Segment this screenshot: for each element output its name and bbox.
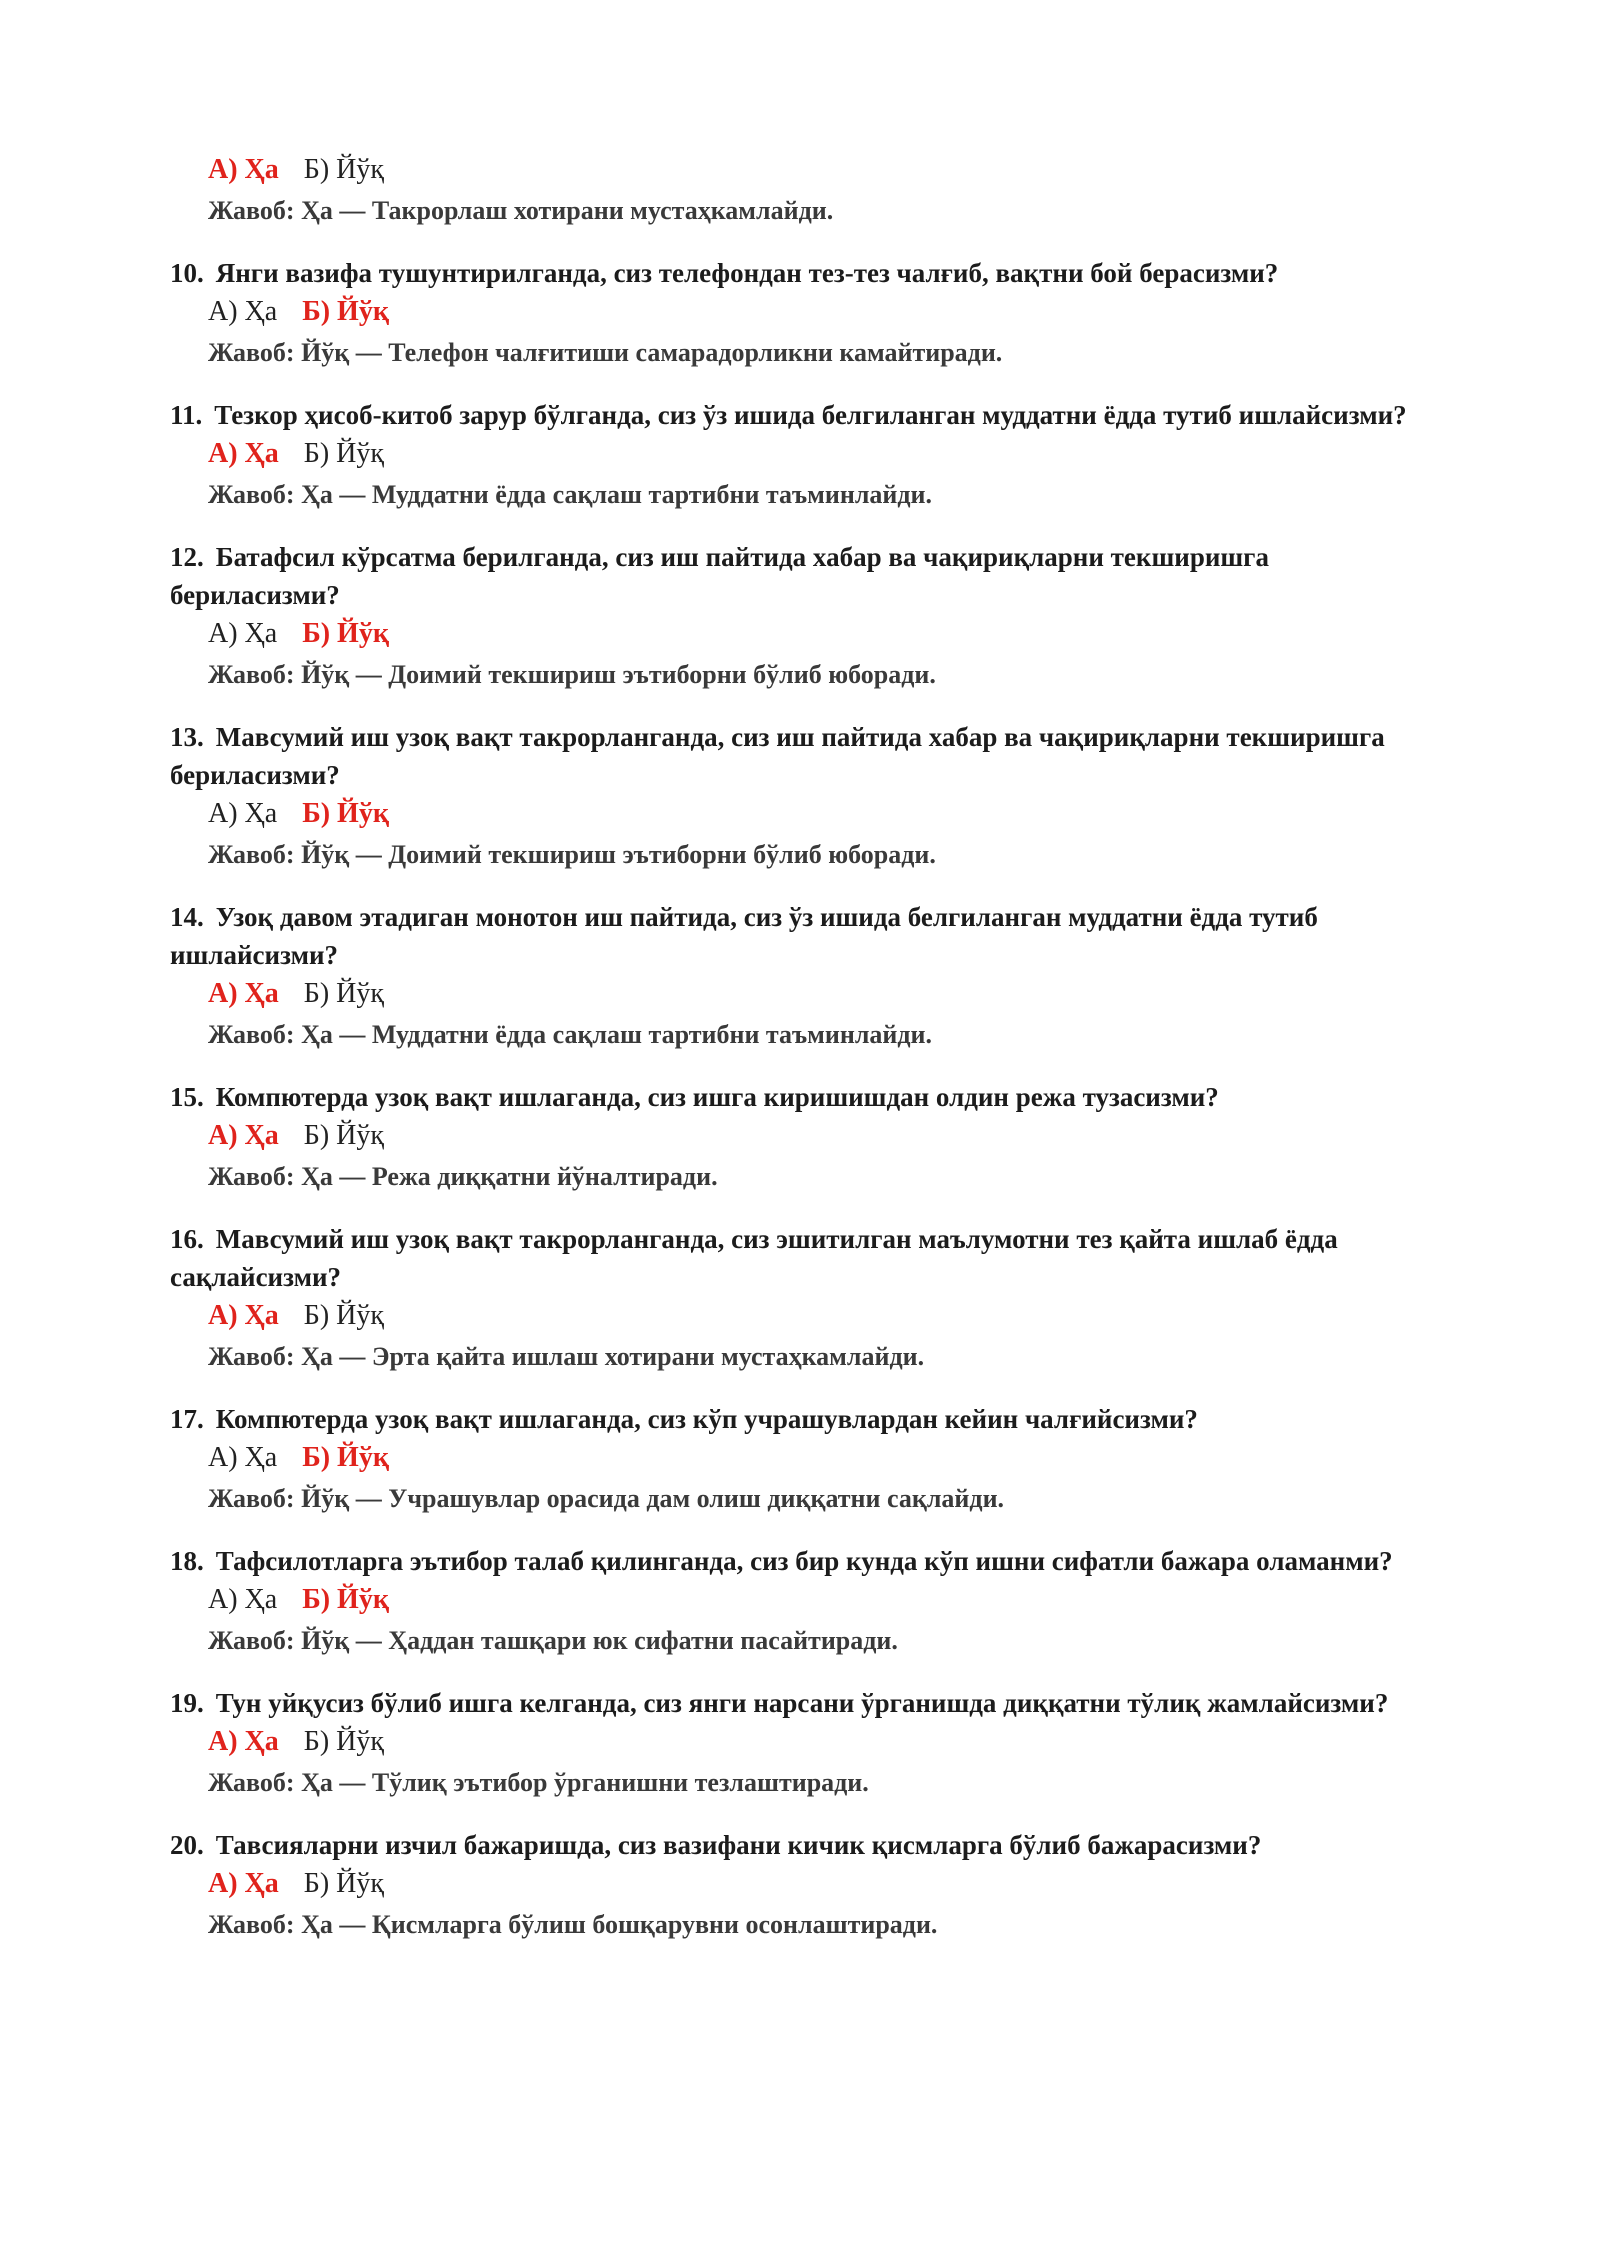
answer-options — [170, 1438, 1410, 1478]
question-number: 15. — [170, 1082, 204, 1112]
option-a: А) Ҳа — [208, 1584, 278, 1615]
question-12 — [170, 538, 1410, 696]
answer-options — [170, 292, 1410, 332]
answer-options — [170, 614, 1410, 654]
answer-options — [170, 794, 1410, 834]
question-13 — [170, 718, 1410, 876]
option-b: Б) Йўқ — [302, 296, 389, 327]
answer-explanation: Жавоб: Ҳа — Муддатни ёдда сақлаш тартибни таъминлайди. — [208, 480, 933, 509]
question-text-block — [170, 254, 1410, 292]
question-text: Компютерда узоқ вақт ишлаганда, сиз кўп учрашувлардан кейин чалғийсизми? — [215, 1404, 1198, 1434]
answer-explanation: Жавоб: Йўқ — Доимий текшириш эътиборни бўлиб юборади. — [208, 840, 936, 869]
answer-explanation: Жавоб: Йўқ — Ҳаддан ташқари юк сифатни пасайтиради. — [208, 1626, 898, 1655]
question-text: Янги вазифа тушунтирилганда, сиз телефондан тез-тез чалғиб, вақтни бой берасизми? — [215, 258, 1279, 288]
question-text-block — [170, 718, 1410, 794]
question-text-block — [170, 898, 1410, 974]
answer-explanation: Жавоб: Йўқ — Телефон чалғитиши самарадорликни камайтиради. — [208, 338, 1003, 367]
question-number: 13. — [170, 722, 204, 752]
option-b: Б) Йўқ — [303, 1868, 384, 1899]
question-10 — [170, 254, 1410, 374]
option-b: Б) Йўқ — [302, 1442, 389, 1473]
option-b: Б) Йўқ — [303, 1300, 384, 1331]
question-text-block — [170, 538, 1410, 614]
question-text: Компютерда узоқ вақт ишлаганда, сиз ишга киришишдан олдин режа тузасизми? — [215, 1082, 1219, 1112]
question-text-block — [170, 1220, 1410, 1296]
option-a: А) Ҳа — [208, 618, 278, 649]
answer-explanation: Жавоб: Ҳа — Тўлиқ эътибор ўрганишни тезлаштиради. — [208, 1768, 869, 1797]
question-text-block — [170, 1542, 1410, 1580]
question-number: 19. — [170, 1688, 204, 1718]
question-19 — [170, 1684, 1410, 1804]
answer-options — [170, 1296, 1410, 1336]
question-number: 12. — [170, 542, 204, 572]
question-18 — [170, 1542, 1410, 1662]
question-text: Тезкор ҳисоб-китоб зарур бўлганда, сиз ўз ишида белгиланган муддатни ёдда тутиб ишлайсизми? — [214, 400, 1407, 430]
option-b: Б) Йўқ — [303, 1120, 384, 1151]
answer-options — [170, 434, 1410, 474]
question-11 — [170, 396, 1410, 516]
question-15 — [170, 1078, 1410, 1198]
question-list — [170, 254, 1410, 1946]
answer-options — [170, 1580, 1410, 1620]
option-b: Б) Йўқ — [303, 154, 384, 185]
question-number: 16. — [170, 1224, 204, 1254]
answer-options — [170, 150, 1410, 190]
quiz-page — [170, 150, 1410, 1968]
option-a: А) Ҳа — [208, 1726, 279, 1757]
question-number: 10. — [170, 258, 204, 288]
option-b: Б) Йўқ — [303, 1726, 384, 1757]
answer-explanation: Жавоб: Ҳа — Эрта қайта ишлаш хотирани мустаҳкамлайди. — [208, 1342, 925, 1371]
question-14 — [170, 898, 1410, 1056]
question-text: Батафсил кўрсатма берилганда, сиз иш пайтида хабар ва чақириқларни текширишга бериласизми? — [170, 542, 1269, 610]
question-text: Тафсилотларга эътибор талаб қилинганда, сиз бир кунда кўп ишни сифатли бажара оламанми? — [215, 1546, 1393, 1576]
option-a: А) Ҳа — [208, 978, 279, 1009]
answer-explanation: Жавоб: Йўқ — Доимий текшириш эътиборни бўлиб юборади. — [208, 660, 936, 689]
option-a: А) Ҳа — [208, 1868, 279, 1899]
question-number: 20. — [170, 1830, 204, 1860]
answer-explanation: Жавоб: Йўқ — Учрашувлар орасида дам олиш диққатни сақлайди. — [208, 1484, 1005, 1513]
question-text-block — [170, 1826, 1410, 1864]
option-b: Б) Йўқ — [302, 618, 389, 649]
option-a: А) Ҳа — [208, 154, 279, 185]
option-b: Б) Йўқ — [303, 438, 384, 469]
question-number: 17. — [170, 1404, 204, 1434]
question-text: Тун уйқусиз бўлиб ишга келганда, сиз янги нарсани ўрганишда диққатни тўлиқ жамлайсизми? — [215, 1688, 1389, 1718]
question-17 — [170, 1400, 1410, 1520]
question-16 — [170, 1220, 1410, 1378]
option-a: А) Ҳа — [208, 798, 278, 829]
question-9-tail — [170, 150, 1410, 232]
option-a: А) Ҳа — [208, 1442, 278, 1473]
question-text: Тавсияларни изчил бажаришда, сиз вазифани кичик қисмларга бўлиб бажарасизми? — [215, 1830, 1262, 1860]
question-text-block — [170, 396, 1410, 434]
answer-options — [170, 974, 1410, 1014]
option-a: А) Ҳа — [208, 438, 279, 469]
answer-explanation: Жавоб: Ҳа — Қисмларга бўлиш бошқарувни осонлаштиради. — [208, 1910, 938, 1939]
option-b: Б) Йўқ — [302, 1584, 389, 1615]
answer-explanation: Жавоб: Ҳа — Такрорлаш хотирани мустаҳкамлайди. — [208, 196, 834, 225]
answer-explanation: Жавоб: Ҳа — Режа диққатни йўналтиради. — [208, 1162, 718, 1191]
question-text-block — [170, 1400, 1410, 1438]
question-number: 11. — [170, 400, 203, 430]
option-b: Б) Йўқ — [303, 978, 384, 1009]
question-text: Мавсумий иш узоқ вақт такрорланганда, сиз иш пайтида хабар ва чақириқларни текширишга бериласизми? — [170, 722, 1385, 790]
answer-options — [170, 1864, 1410, 1904]
answer-options — [170, 1722, 1410, 1762]
question-number: 18. — [170, 1546, 204, 1576]
question-20 — [170, 1826, 1410, 1946]
question-text: Узоқ давом этадиган монотон иш пайтида, сиз ўз ишида белгиланган муддатни ёдда тутиб ишлайсизми? — [170, 902, 1318, 970]
option-a: А) Ҳа — [208, 1300, 279, 1331]
question-text: Мавсумий иш узоқ вақт такрорланганда, сиз эшитилган маълумотни тез қайта ишлаб ёдда сақлайсизми? — [170, 1224, 1338, 1292]
option-b: Б) Йўқ — [302, 798, 389, 829]
answer-explanation: Жавоб: Ҳа — Муддатни ёдда сақлаш тартибни таъминлайди. — [208, 1020, 933, 1049]
option-a: А) Ҳа — [208, 296, 278, 327]
option-a: А) Ҳа — [208, 1120, 279, 1151]
answer-options — [170, 1116, 1410, 1156]
question-text-block — [170, 1684, 1410, 1722]
question-number: 14. — [170, 902, 204, 932]
question-text-block — [170, 1078, 1410, 1116]
